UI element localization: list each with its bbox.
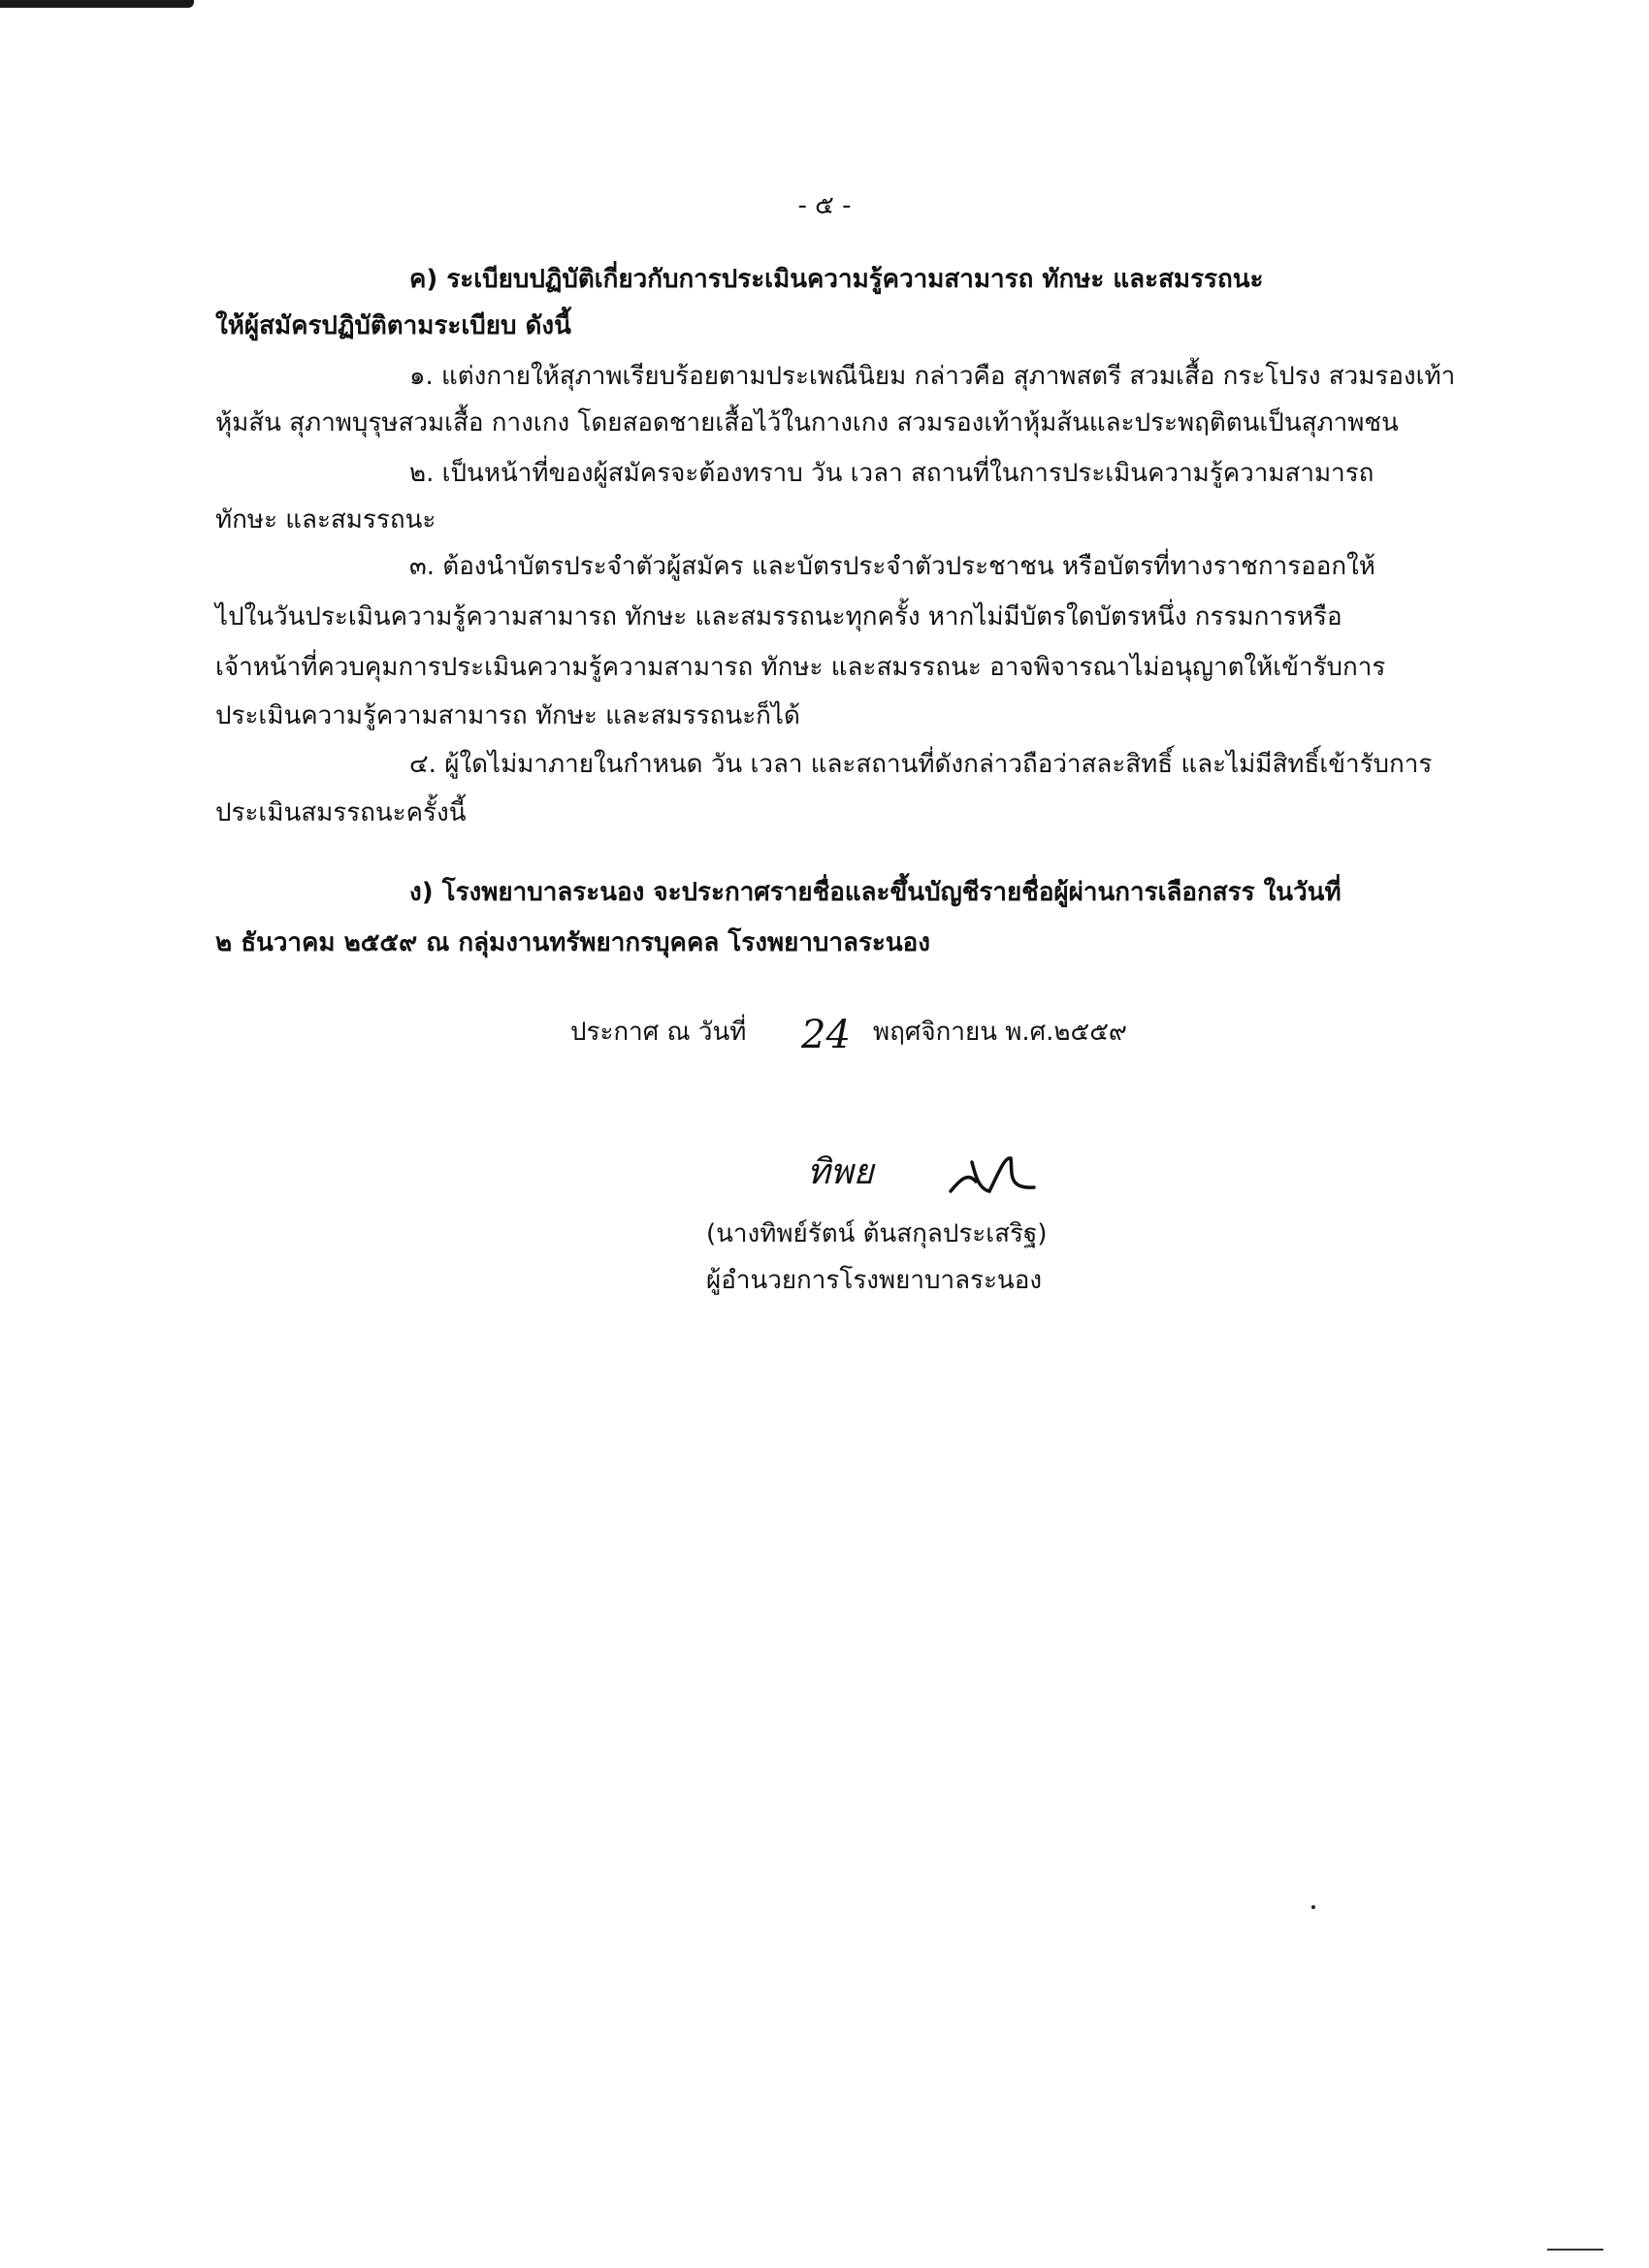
handwritten-signature (805, 1133, 1057, 1211)
item2-line1: ๒. เป็นหน้าที่ของผู้สมัครจะต้องทราบ วัน เวลา สถานที่ในการประเมินความรู้ความสามารถ (409, 459, 1374, 488)
section-d-line1: ง) โรงพยาบาลระนอง จะประกาศรายชื่อและขึ้นบัญชีรายชื่อผู้ผ่านการเลือกสรร ในวันที่ (409, 878, 1342, 907)
scan-corner-mark (0, 0, 194, 8)
item3-line4: ประเมินความรู้ความสามารถ ทักษะ และสมรรถนะก็ได้ (215, 701, 800, 730)
page-number: - ๕ - (797, 191, 852, 220)
section-c-heading-line2: ให้ผู้สมัครปฏิบัติตามระเบียบ ดังนี้ (215, 311, 571, 340)
item4-line1: ๔. ผู้ใดไม่มาภายในกำหนด วัน เวลา และสถานที่ดังกล่าวถือว่าสละสิทธิ์ และไม่มีสิทธิ์เข้ารับการ (409, 750, 1433, 779)
item4-line2: ประเมินสมรรถนะครั้งนี้ (215, 798, 467, 827)
scan-edge-mark (1547, 2249, 1603, 2251)
item1-line2: หุ้มส้น สุภาพบุรุษสวมเสื้อ กางเกง โดยสอดชายเสื้อไว้ในกางเกง สวมรองเท้าหุ้มส้นและประพฤติตนเป็นสุภาพชน (215, 408, 1399, 437)
item3-line3: เจ้าหน้าที่ควบคุมการประเมินความรู้ความสามารถ ทักษะ และสมรรถนะ อาจพิจารณาไม่อนุญาตให้เข้ารับการ (215, 653, 1386, 682)
announcement-prefix: ประกาศ ณ วันที่ (570, 1018, 747, 1047)
item2-line2: ทักษะ และสมรรถนะ (215, 505, 436, 535)
item3-line1: ๓. ต้องนำบัตรประจำตัวผู้สมัคร และบัตรประจำตัวประชาชน หรือบัตรที่ทางราชการออกให้ (409, 552, 1375, 581)
svg-text:24: 24 (801, 1013, 851, 1057)
section-d-line2: ๒ ธันวาคม ๒๕๕๙ ณ กลุ่มงานทรัพยากรบุคคล โรงพยาบาลระนอง (215, 928, 930, 957)
handwritten-day (795, 1007, 865, 1061)
scan-speck (1311, 1905, 1315, 1909)
item1-line1: ๑. แต่งกายให้สุภาพเรียบร้อยตามประเพณีนิยม กล่าวคือ สุภาพสตรี สวมเสื้อ กระโปรง สวมรองเท้า (409, 362, 1456, 391)
item3-line2: ไปในวันประเมินความรู้ความสามารถ ทักษะ และสมรรถนะทุกครั้ง หากไม่มีบัตรใดบัตรหนึ่ง กรรมการหรือ (215, 602, 1342, 632)
announcement-suffix: พฤศจิกายน พ.ศ.๒๕๕๙ (873, 1018, 1127, 1047)
signatory-name: (นางทิพย์รัตน์ ต้นสกุลประเสริฐ) (706, 1219, 1048, 1248)
section-c-heading-line1: ค) ระเบียบปฏิบัติเกี่ยวกับการประเมินความรู้ความสามารถ ทักษะ และสมรรถนะ (409, 265, 1264, 294)
signatory-position: ผู้อำนวยการโรงพยาบาลระนอง (706, 1266, 1043, 1295)
svg-text:ทิพย: ทิพย (807, 1152, 874, 1192)
